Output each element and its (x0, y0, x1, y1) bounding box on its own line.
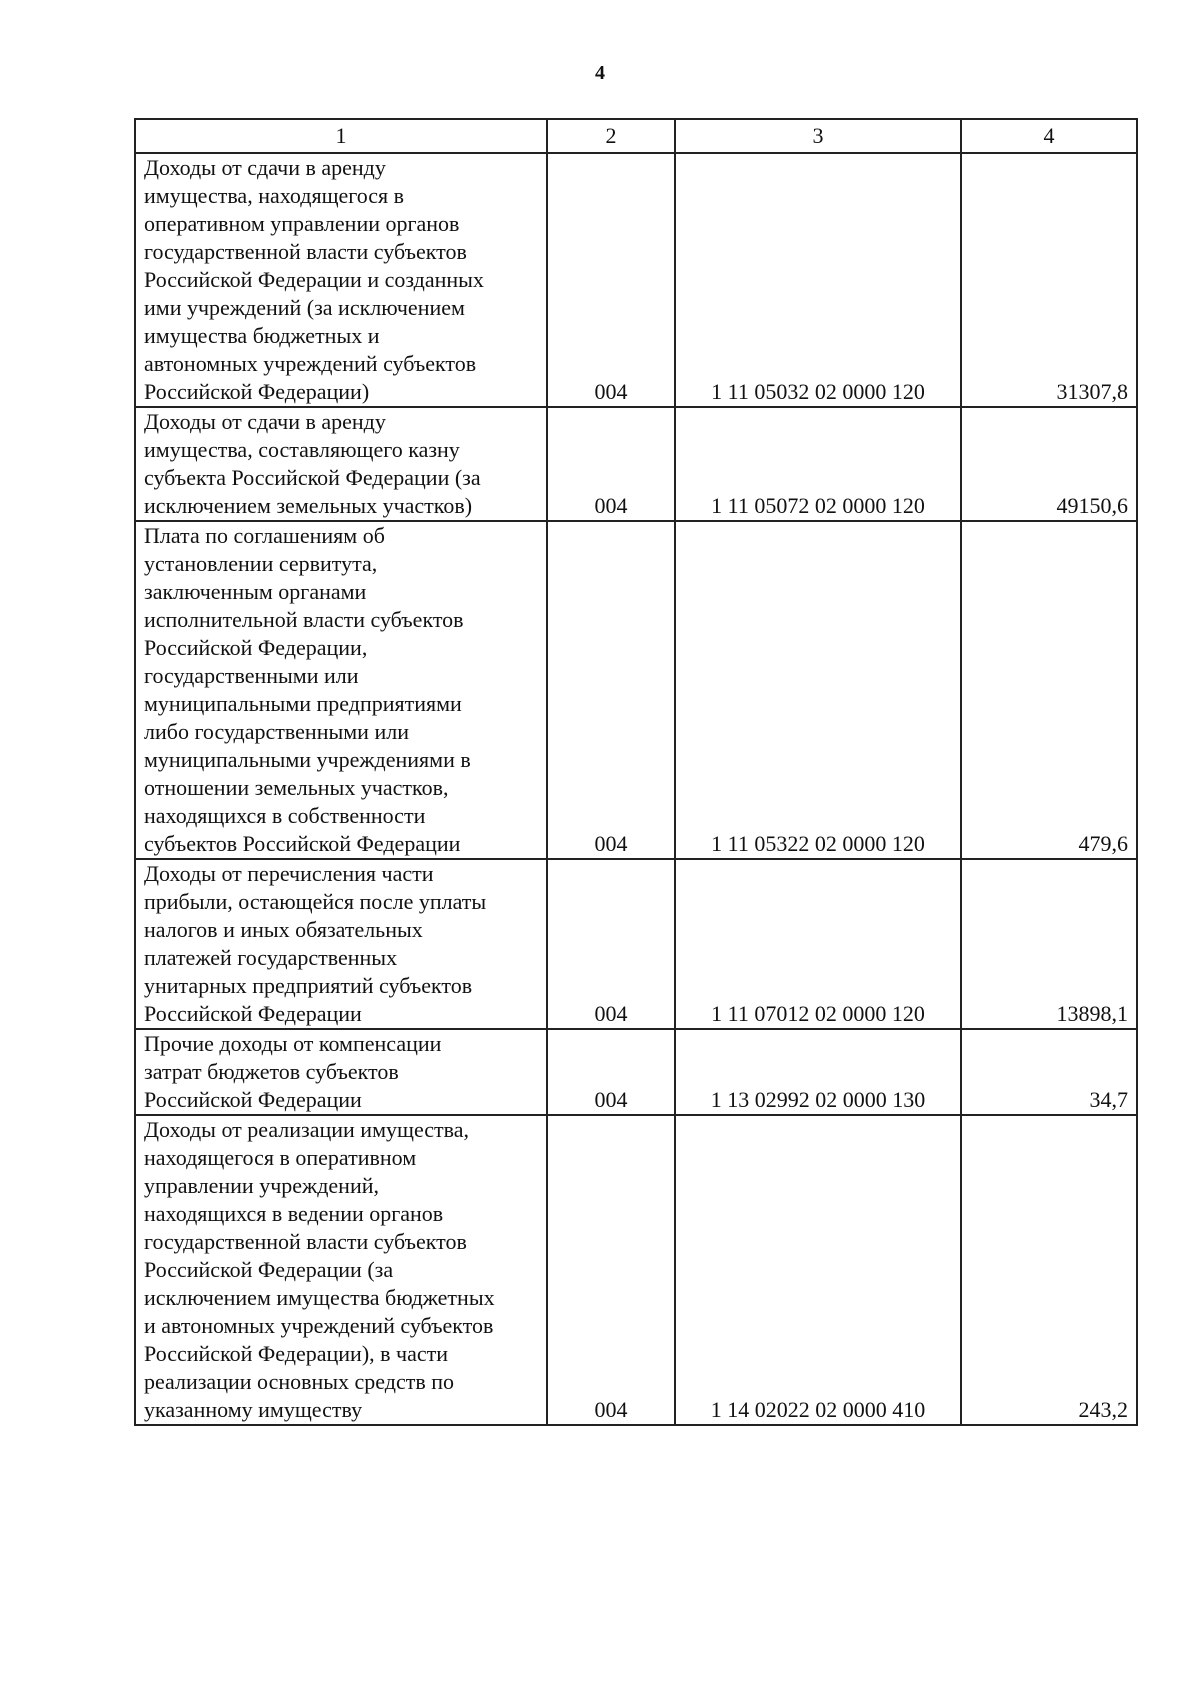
row-description: Плата по соглашениям об установлении сервитута, заключенным органами исполнительной власти субъектов Российской Федерации, государственными или муниципальными предприятиями либо государственными или муниципальными учреждениями в отношении земельных участков, находящихся в собственности субъектов Российской Федерации (135, 521, 547, 859)
row-budget-code: 1 11 05322 02 0000 120 (675, 521, 961, 859)
row-description: Доходы от сдачи в аренду имущества, находящегося в оперативном управлении органов государственной власти субъектов Российской Федерации и созданных ими учреждений (за исключением имущества бюджетных и автономных учреждений субъектов Российской Федерации) (135, 153, 547, 407)
column-header-4: 4 (961, 119, 1137, 153)
table-row (135, 521, 1137, 859)
table-row (135, 859, 1137, 1029)
header-row (135, 119, 1137, 153)
row-admin-code: 004 (547, 521, 675, 859)
page-number: 4 (595, 62, 605, 84)
row-description: Доходы от сдачи в аренду имущества, составляющего казну субъекта Российской Федерации (за исключением земельных участков) (135, 407, 547, 521)
row-budget-code: 1 11 07012 02 0000 120 (675, 859, 961, 1029)
column-header-1: 1 (135, 119, 547, 153)
row-description: Прочие доходы от компенсации затрат бюджетов субъектов Российской Федерации (135, 1029, 547, 1115)
row-budget-code: 1 14 02022 02 0000 410 (675, 1115, 961, 1425)
table-row (135, 1029, 1137, 1115)
row-amount: 31307,8 (961, 153, 1137, 407)
row-admin-code: 004 (547, 153, 675, 407)
column-header-3: 3 (675, 119, 961, 153)
row-admin-code: 004 (547, 407, 675, 521)
row-admin-code: 004 (547, 1115, 675, 1425)
row-amount: 49150,6 (961, 407, 1137, 521)
row-admin-code: 004 (547, 1029, 675, 1115)
row-amount: 13898,1 (961, 859, 1137, 1029)
row-amount: 243,2 (961, 1115, 1137, 1425)
row-budget-code: 1 13 02992 02 0000 130 (675, 1029, 961, 1115)
table-row (135, 153, 1137, 407)
row-description: Доходы от реализации имущества, находящегося в оперативном управлении учреждений, находящихся в ведении органов государственной власти субъектов Российской Федерации (за исключением имущества бюджетных и автономных учреждений субъектов Российской Федерации), в части реализации основных средств по указанному имуществу (135, 1115, 547, 1425)
revenue-table (134, 118, 1138, 1426)
row-description: Доходы от перечисления части прибыли, остающейся после уплаты налогов и иных обязательных платежей государственных унитарных предприятий субъектов Российской Федерации (135, 859, 547, 1029)
table-row (135, 1115, 1137, 1425)
row-budget-code: 1 11 05032 02 0000 120 (675, 153, 961, 407)
column-header-2: 2 (547, 119, 675, 153)
row-budget-code: 1 11 05072 02 0000 120 (675, 407, 961, 521)
row-amount: 479,6 (961, 521, 1137, 859)
table-row (135, 407, 1137, 521)
row-admin-code: 004 (547, 859, 675, 1029)
row-amount: 34,7 (961, 1029, 1137, 1115)
